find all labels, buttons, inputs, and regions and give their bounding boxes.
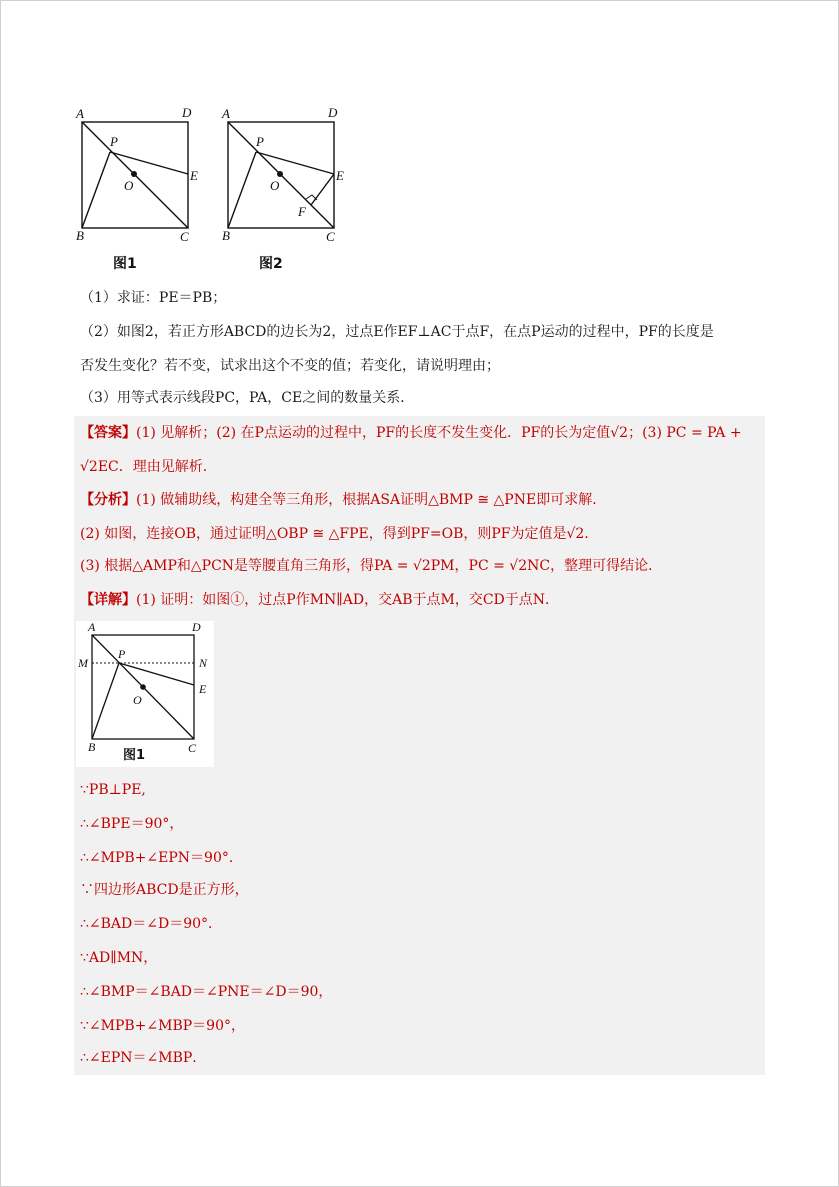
answer-text-1: (1) 见解析；(2) 在P点运动的过程中，PF的长度不发生变化．PF的长为定值√2；(3) PC = PA + [136,425,742,441]
label-D: D [182,105,192,120]
question-1: （1）求证：PE＝PB； [80,290,227,306]
detail-step-4: ∵四边形ABCD是正方形， [80,882,249,898]
figure-3 [76,621,214,767]
label-B: B [222,228,230,243]
answer-tag: 【答案】 [80,425,136,441]
label-D: D [192,621,201,634]
label-O: O [270,178,280,193]
detail-step-5: ∴∠BAD＝∠D＝90°． [80,916,223,932]
detail-step-2: ∴∠BPE＝90°， [80,816,184,832]
question-3: （3）用等式表示线段PC，PA，CE之间的数量关系． [80,390,415,406]
detail-step-8: ∵∠MPB+∠MBP＝90°， [80,1018,245,1034]
label-A: A [76,106,84,121]
detail-intro-text: (1) 证明：如图①，过点P作MN∥AD，交AB于点M，交CD于点N． [136,592,560,608]
label-C: C [180,229,189,244]
label-A: A [222,106,230,121]
label-B: B [76,228,84,243]
label-A: A [88,621,96,634]
answer-line-1 [80,423,742,443]
label-E: E [199,682,207,696]
label-O: O [124,178,134,193]
detail-step-6: ∵AD∥MN， [80,950,158,966]
label-N: N [199,656,208,670]
figure-3-caption: 图1 [123,748,146,763]
detail-step-3: ∴∠MPB+∠EPN＝90°． [80,850,243,866]
label-B: B [88,740,96,754]
question-2-line-1: （2）如图2，若正方形ABCD的边长为2，过点E作EF⊥AC于点F，在点P运动的过程中，PF的长度是 [80,324,714,340]
detail-step-1: ∵PB⊥PE, [80,782,146,798]
detail-intro [80,590,559,610]
label-C: C [326,229,335,244]
label-P: P [256,134,264,149]
figure-1 [72,104,212,244]
analysis-line-3: (3) 根据△AMP和△PCN是等腰直角三角形，得PA = √2PM，PC = √2NC，整理可得结论． [80,558,663,574]
detail-step-7: ∴∠BMP＝∠BAD＝∠PNE＝∠D＝90， [80,984,333,1000]
detail-step-9: ∴∠EPN＝∠MBP． [80,1050,207,1066]
analysis-line-1 [80,490,606,510]
label-M: M [78,656,88,670]
label-E: E [190,168,198,183]
question-2-line-2: 否发生变化？若不变，试求出这个不变的值；若变化，请说明理由； [80,358,500,374]
label-P: P [110,134,118,149]
figure-2 [218,104,358,244]
label-P: P [118,647,126,661]
figure-2-caption: 图2 [259,256,283,272]
label-C: C [188,741,197,755]
label-D: D [328,105,338,120]
label-E: E [336,168,344,183]
answer-line-2: √2EC．理由见解析． [80,459,217,475]
figure-1-caption: 图1 [113,256,137,272]
analysis-text-1: (1) 做辅助线，构建全等三角形，根据ASA证明△BMP ≅ △PNE即可求解． [136,492,607,508]
label-F: F [298,204,306,219]
analysis-line-2: (2) 如图，连接OB，通过证明△OBP ≅ △FPE，得到PF=OB，则PF为定值是√2． [80,526,599,542]
detail-tag: 【详解】 [80,592,136,608]
analysis-tag: 【分析】 [80,492,136,508]
label-O: O [133,693,142,707]
